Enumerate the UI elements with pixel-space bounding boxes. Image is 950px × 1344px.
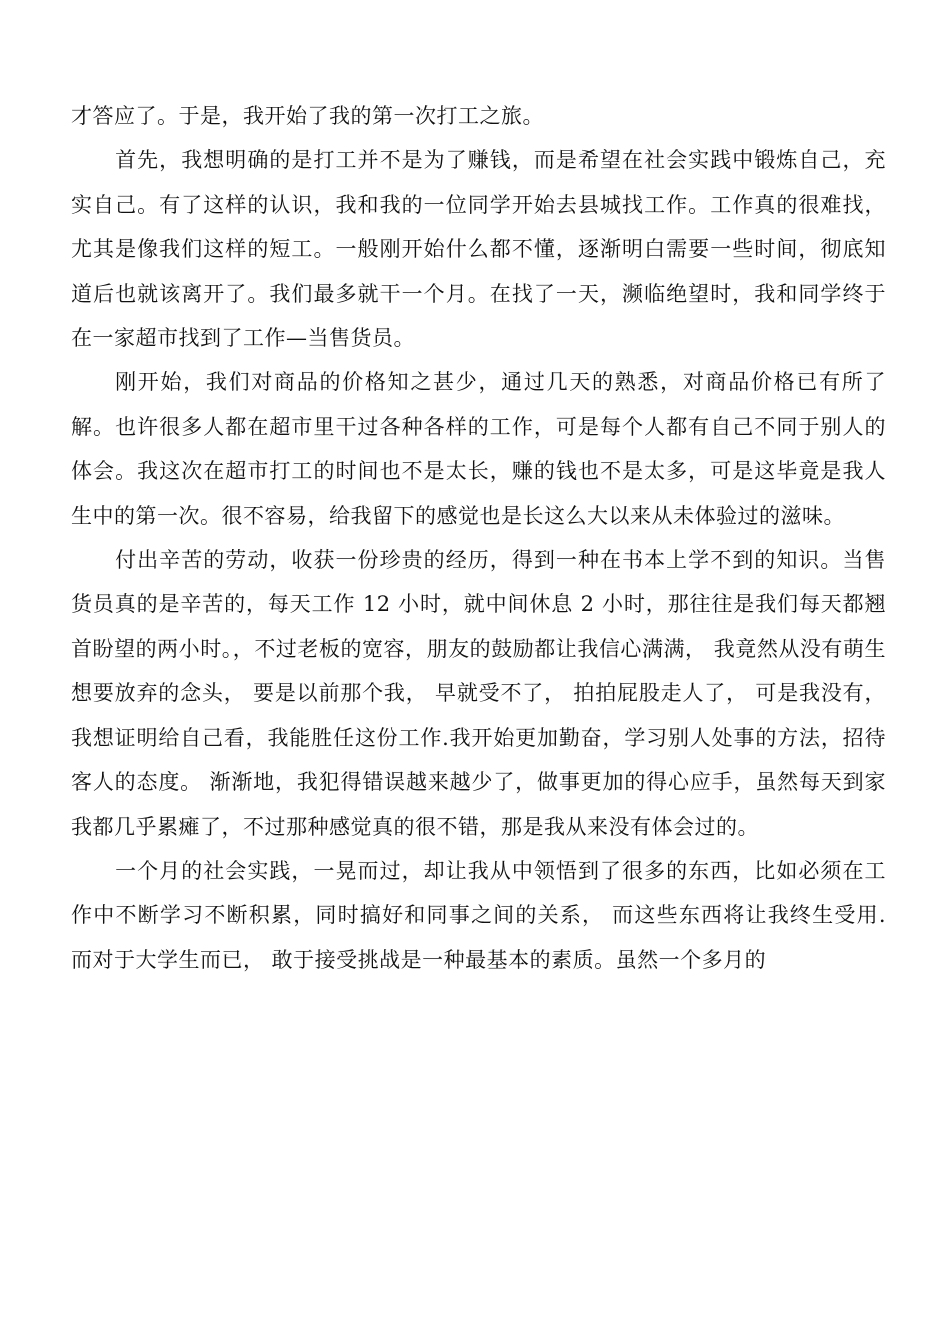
paragraph-3: 刚开始，我们对商品的价格知之甚少，通过几天的熟悉，对商品价格已有所了解。也许很多人都在超市里干过各种各样的工作，可是每个人都有自己不同于别人的体会。我这次在超市打工的时间也不是太长，赚的钱也不是太多，可是这毕竟是我人生中的第一次。很不容易，给我留下的感觉也是长这么大以来从未体验过的滋味。 <box>71 370 886 528</box>
paragraph-2: 首先，我想明确的是打工并不是为了赚钱，而是希望在社会实践中锻炼自己，充实自己。有了这样的认识，我和我的一位同学开始去县城找工作。工作真的很难找，尤其是像我们这样的短工。一般刚开始什么都不懂，逐渐明白需要一些时间，彻底知道后也就该离开了。我们最多就干一个月。在找了一天，濒临绝望时，我和同学终于在一家超市找到了工作—当售货员。 <box>71 148 886 351</box>
paragraph-4: 付出辛苦的劳动，收获一份珍贵的经历，得到一种在书本上学不到的知识。当售货员真的是辛苦的，每天工作 12 小时，就中间休息 2 小时，那往往是我们每天都翘首盼望的两小时。，不过老板的宽容，朋友的鼓励都让我信心满满， 我竟然从没有萌生想要放弃的念头， 要是以前那个我， 早就受不了， 拍拍屁股走人了， 可是我没有，我想证明给自己看，我能胜任这份工作.我开始更加勤奋，学习别人处事的方法，招待客人的态度。 渐渐地，我犯得错误越来越少了，做事更加的得心应手，虽然每天到家我都几乎累瘫了，不过那种感觉真的很不错，那是我从来没有体会过的。 <box>71 548 886 839</box>
document-body <box>71 94 886 982</box>
paragraph-5: 一个月的社会实践，一晃而过，却让我从中领悟到了很多的东西，比如必须在工作中不断学习不断积累，同时搞好和同事之间的关系， 而这些东西将让我终生受用. 而对于大学生而已， 敢于接受挑战是一种最基本的素质。虽然一个多月的 <box>71 858 886 972</box>
paragraph-1: 才答应了。于是，我开始了我的第一次打工之旅。 <box>71 104 544 128</box>
